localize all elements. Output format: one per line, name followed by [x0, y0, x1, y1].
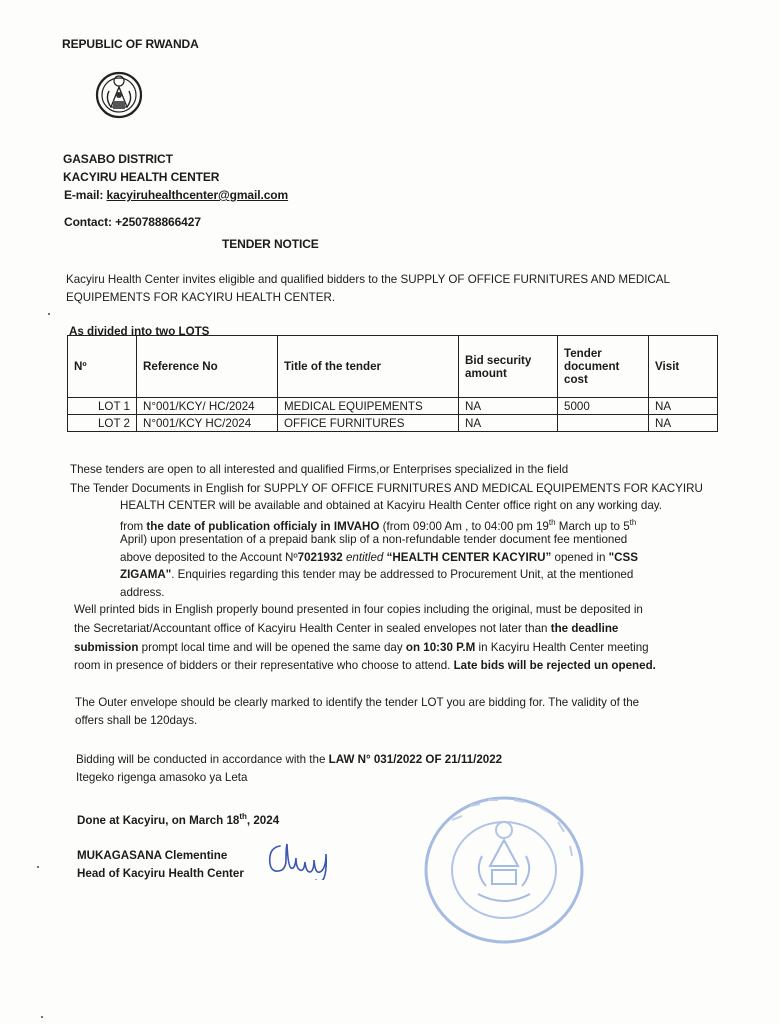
- text-span: . Enquiries regarding this tender may be addressed to Procurement Unit, at the mentioned: [171, 568, 634, 581]
- paragraph-bids-line-1: Well printed bids in English properly bound presented in four copies including the original, must be deposited in: [74, 603, 643, 616]
- paragraph-bids-line-3: [74, 639, 649, 657]
- signatory-name: MUKAGASANA Clementine: [77, 849, 228, 862]
- visit-cell: NA: [649, 398, 718, 415]
- lot-number-cell: LOT 1: [68, 398, 137, 415]
- paragraph-documents-line-7: address.: [120, 586, 165, 599]
- table-row: [68, 415, 718, 432]
- col-header-title: Title of the tender: [278, 336, 459, 398]
- district-heading: GASABO DISTRICT: [63, 152, 173, 166]
- text-span: Done at Kacyiru, on March 18: [77, 813, 240, 827]
- email-line: [64, 188, 288, 202]
- text-span: on 10:30 P.M: [405, 641, 476, 654]
- text-span: Late bids will be rejected un opened.: [453, 659, 656, 672]
- text-span: submission: [74, 641, 139, 654]
- signature-icon: [266, 838, 336, 885]
- intro-line-1: Kacyiru Health Center invites eligible and qualified bidders to the SUPPLY OF OFFICE FURNITURES AND MEDICAL: [66, 273, 670, 286]
- visit-cell: NA: [649, 415, 718, 432]
- text-span: March up to 5: [555, 519, 630, 533]
- paragraph-envelope-line-1: The Outer envelope should be clearly marked to identify the tender LOT you are bidding for. The validity of the: [75, 696, 640, 709]
- table-header-row: [68, 336, 718, 398]
- reference-cell: N°001/KCY/ HC/2024: [137, 398, 278, 415]
- scan-speck: [37, 866, 39, 868]
- paragraph-documents-line-4: April) upon presentation of a prepaid bank slip of a non-refundable tender document fee mentioned: [120, 533, 628, 546]
- text-span: the deadline: [550, 622, 619, 635]
- lot-number-cell: LOT 2: [68, 415, 137, 432]
- text-span: the date of publication officialy in IMVAHO: [146, 519, 380, 533]
- paragraph-bids-line-4: [74, 657, 656, 675]
- scan-speck: [41, 1016, 43, 1018]
- bid-security-cell: NA: [459, 415, 558, 432]
- lots-table: [67, 335, 718, 432]
- document-cost-cell: [558, 415, 649, 432]
- text-span: entitled: [342, 551, 387, 564]
- text-span: (from 09:00 Am , to 04:00 pm 19: [379, 519, 549, 533]
- paragraph-documents-line-2: HEALTH CENTER will be available and obtained at Kacyiru Health Center office right on any working day.: [120, 499, 662, 512]
- col-header-bid-security: Bid security amount: [459, 336, 558, 398]
- text-span: "CSS: [608, 551, 638, 564]
- coat-of-arms-icon: [95, 57, 143, 138]
- table-row: [68, 398, 718, 415]
- title-cell: MEDICAL EQUIPEMENTS: [278, 398, 459, 415]
- text-span: th: [239, 812, 247, 821]
- official-stamp-icon: [418, 790, 590, 955]
- paragraph-envelope-line-2: offers shall be 120days.: [75, 714, 198, 727]
- text-span: , 2024: [246, 813, 280, 827]
- col-header-visit: Visit: [649, 336, 718, 398]
- text-span: above deposited to the Account Nº: [120, 551, 298, 564]
- text-span: room in presence of bidders or their representative who choose to attend.: [74, 659, 454, 672]
- paragraph-documents-line-1: The Tender Documents in English for SUPPLY OF OFFICE FURNITURES AND MEDICAL EQUIPEMENTS FOR KACYIRU: [70, 482, 703, 495]
- col-header-reference: Reference No: [137, 336, 278, 398]
- paragraph-law-line-1: [76, 751, 502, 769]
- text-span: from: [120, 519, 147, 533]
- text-span: th: [629, 518, 637, 527]
- paragraph-documents-line-6: [120, 566, 633, 584]
- paragraph-open-to: These tenders are open to all interested and qualified Firms,or Enterprises specialized in the field: [70, 463, 569, 476]
- document-title: TENDER NOTICE: [222, 237, 319, 251]
- bid-security-cell: NA: [459, 398, 558, 415]
- republic-heading: REPUBLIC OF RWANDA: [62, 37, 199, 51]
- lots-label: As divided into two LOTS: [69, 325, 210, 338]
- email-link[interactable]: kacyiruhealthcenter@gmail.com: [106, 188, 289, 202]
- signatory-role: Head of Kacyiru Health Center: [77, 867, 244, 880]
- text-span: 7021932: [297, 551, 343, 564]
- col-header-document-cost: Tender document cost: [558, 336, 649, 398]
- document-cost-cell: 5000: [558, 398, 649, 415]
- text-span: the Secretariat/Accountant office of Kacyiru Health Center in sealed envelopes not later than: [74, 622, 551, 635]
- text-span: “HEALTH CENTER KACYIRU”: [386, 551, 552, 564]
- scan-speck: [48, 313, 50, 315]
- text-span: ZIGAMA": [120, 568, 172, 581]
- title-cell: OFFICE FURNITURES: [278, 415, 459, 432]
- reference-cell: N°001/KCY HC/2024: [137, 415, 278, 432]
- done-at-line: [77, 808, 279, 830]
- text-span: in Kacyiru Health Center meeting: [475, 641, 649, 654]
- email-label: E-mail:: [64, 188, 107, 202]
- text-span: th: [548, 518, 556, 527]
- paragraph-law-line-2: Itegeko rigenga amasoko ya Leta: [76, 771, 248, 784]
- col-header-number: Nº: [68, 336, 137, 398]
- text-span: LAW N° 031/2022 OF 21/11/2022: [328, 753, 503, 766]
- contact-line: Contact: +250788866427: [64, 215, 201, 229]
- text-span: opened in: [551, 551, 609, 564]
- text-span: prompt local time and will be opened the same day: [138, 641, 406, 654]
- health-center-heading: KACYIRU HEALTH CENTER: [63, 170, 220, 184]
- intro-line-2: EQUIPEMENTS FOR KACYIRU HEALTH CENTER.: [66, 291, 336, 304]
- paragraph-bids-line-2: [74, 620, 618, 638]
- paragraph-documents-line-5: [120, 549, 638, 567]
- text-span: Bidding will be conducted in accordance with the: [76, 753, 329, 766]
